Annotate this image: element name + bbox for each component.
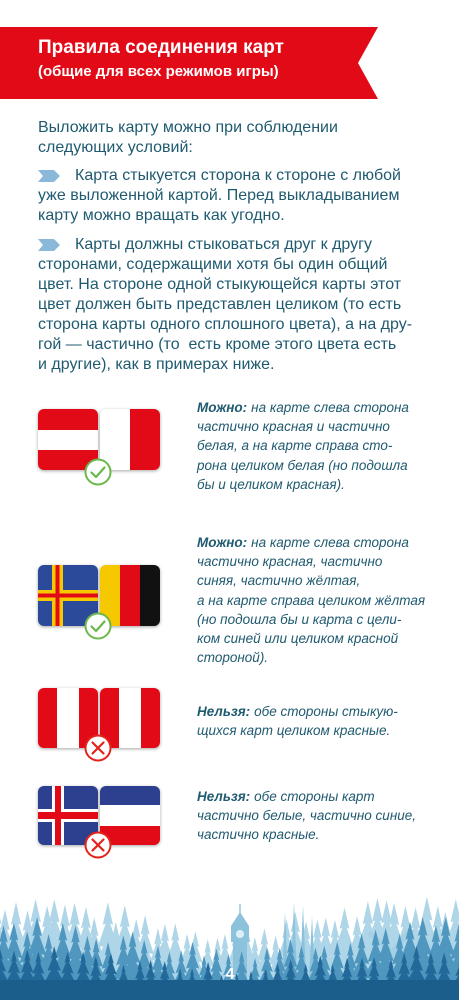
example-line: частично красные. xyxy=(197,827,320,843)
verdict-label: Нельзя: xyxy=(197,704,251,719)
example-description xyxy=(197,398,452,494)
check-icon xyxy=(86,614,111,639)
example-line: обе стороны стыкую- xyxy=(254,704,398,719)
card-right xyxy=(100,565,160,626)
rule-line: гой — частично (то есть кроме этого цвета есть xyxy=(38,336,397,353)
example-description xyxy=(197,702,452,740)
intro-line: следующих условий: xyxy=(38,139,193,156)
example-line: обе стороны карт xyxy=(254,789,375,804)
example-line: частично красная, частично xyxy=(197,554,383,570)
example-line: на карте слева сторона xyxy=(251,535,409,550)
rule-line: карту можно вращать как угодно. xyxy=(38,207,285,224)
example-cards xyxy=(38,688,162,768)
rule-line: Карты должны стыковаться друг к другу xyxy=(75,236,372,253)
example-line: ком синей или целиком красной xyxy=(197,630,399,646)
example-cards xyxy=(38,565,162,645)
card-right xyxy=(100,688,160,748)
example-line: частично красная и частично xyxy=(197,419,390,435)
example-line: бы и целиком красная). xyxy=(197,476,345,492)
bullet-arrow-icon xyxy=(38,170,60,182)
rule-line: цвет должен быть представлен целиком (то есть xyxy=(38,296,402,313)
card-right xyxy=(100,786,160,845)
example-line: частично белые, частично синие, xyxy=(197,808,417,824)
rule-paragraph xyxy=(38,235,448,375)
cross-icon xyxy=(86,833,111,858)
example-line: белая, а на карте справа сто- xyxy=(197,438,393,454)
rule-line: сторона карты одного сплошного цвета), а на дру- xyxy=(38,316,413,333)
verdict-label: Можно: xyxy=(197,400,248,415)
intro-paragraph xyxy=(38,118,448,158)
verdict-label: Можно: xyxy=(197,535,248,550)
intro-line: Выложить карту можно при соблюдении xyxy=(38,119,338,136)
card-right xyxy=(100,409,160,470)
verdict-label: Нельзя: xyxy=(197,789,251,804)
example-line: рона целиком белая (но подошла xyxy=(197,457,408,473)
example-line: стороной). xyxy=(197,650,269,666)
page-subtitle: (общие для всех режимов игры) xyxy=(38,63,279,80)
example-cards xyxy=(38,409,162,489)
example-line: (но подошла бы и карта с цели- xyxy=(197,611,402,627)
page-title: Правила соединения карт xyxy=(38,37,284,58)
example-line: на карте слева сторона xyxy=(251,400,409,415)
rule-line: Карта стыкуется сторона к стороне с любой xyxy=(75,167,401,184)
example-description xyxy=(197,533,452,667)
rule-paragraph xyxy=(38,166,448,226)
rule-line: сторонами, содержащими хотя бы один общий xyxy=(38,256,388,273)
check-icon xyxy=(86,460,111,485)
rule-line: и другие), как в примерах ниже. xyxy=(38,356,275,373)
example-line: а на карте справа целиком жёлтая xyxy=(197,592,426,608)
example-line: синяя, частично жёлтая, xyxy=(197,573,361,589)
example-line: щихся карт целиком красные. xyxy=(197,723,391,739)
cross-icon xyxy=(86,736,111,761)
bullet-arrow-icon xyxy=(38,239,60,251)
page-number: 4 xyxy=(225,966,235,983)
rule-line: цвет. На стороне одной стыкующейся карты этот xyxy=(38,276,402,293)
example-description xyxy=(197,787,452,845)
rule-line: уже выложенной картой. Перед выкладыванием xyxy=(38,187,400,204)
card-left xyxy=(38,409,98,470)
example-cards xyxy=(38,786,162,866)
